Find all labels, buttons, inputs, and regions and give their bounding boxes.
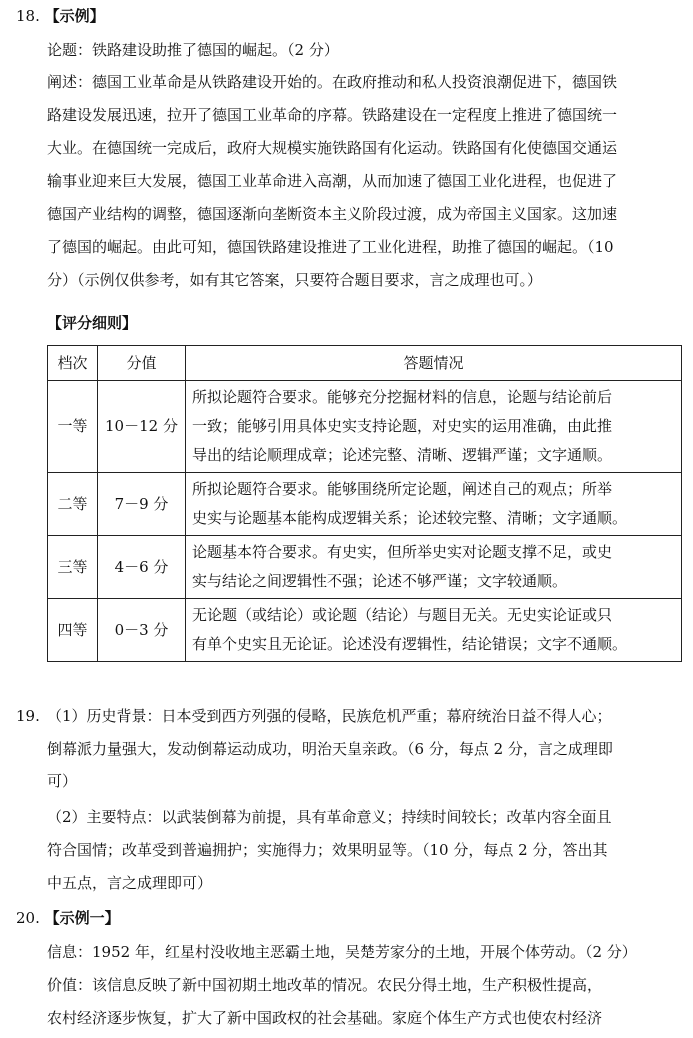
q18-line-6: 了德国的崛起。由此可知，德国铁路建设推进了工业化进程，助推了德国的崛起。（10: [47, 238, 614, 256]
q18-line-1: 阐述：德国工业革命是从铁路建设开始的。在政府推动和私人投资浪潮促进下，德国铁: [47, 73, 618, 91]
header-description: 答题情况: [186, 346, 682, 381]
q18-heading: [16, 6, 105, 26]
row-description: [186, 473, 682, 536]
q18-line-2: 路建设发展迅速，拉开了德国工业革命的序幕。铁路建设在一定程度上推进了德国统一: [47, 106, 618, 124]
row-description: [186, 536, 682, 599]
header-level: 档次: [48, 346, 98, 381]
q19-part2-line-2: 符合国情；改革受到普遍拥护；实施得力；效果明显等。（10 分，每点 2 分，答出其: [47, 841, 608, 859]
row-description-line: 无论题（或结论）或论题（结论）与题目无关。无史实论证或只: [192, 606, 613, 624]
q18-line-3: 大业。在德国统一完成后，政府大规模实施铁路国有化运动。铁路国有化使德国交通运: [47, 139, 618, 157]
q20-number: 20.: [16, 909, 40, 927]
table-header-row: [48, 346, 682, 381]
q20-heading: [16, 908, 120, 928]
q20-line-3: 农村经济逐步恢复，扩大了新中国政权的社会基础。家庭个体生产方式也使农村经济: [47, 1009, 603, 1027]
q19-part1-line-3: 可）: [47, 772, 78, 790]
table-row: [48, 381, 682, 473]
q19-part2-line-1: （2）主要特点：以武装倒幕为前提，具有革命意义；持续时间较长；改革内容全面且: [47, 808, 612, 826]
q18-line-7: 分）（示例仅供参考，如有其它答案，只要符合题目要求，言之成理也可。）: [47, 271, 543, 289]
header-score: 分值: [98, 346, 186, 381]
row-score: 7－9 分: [98, 473, 186, 536]
row-description-line: 导出的结论顺理成章；论述完整、清晰、逻辑严谨；文字通顺。: [192, 446, 613, 464]
rubric-title: 【评分细则】: [47, 314, 138, 332]
row-description-line: 有单个史实且无论证。论述没有逻辑性，结论错误；文字不通顺。: [192, 635, 628, 653]
row-score: 4－6 分: [98, 536, 186, 599]
row-score: 10－12 分: [98, 381, 186, 473]
row-level: 二等: [48, 473, 98, 536]
q20-line-2: 价值：该信息反映了新中国初期土地改革的情况。农民分得土地，生产积极性提高，: [47, 976, 603, 994]
row-description: [186, 381, 682, 473]
q18-tag: 【示例】: [44, 7, 105, 25]
q18-number: 18.: [16, 7, 40, 25]
q19-number: 19.: [16, 707, 40, 725]
row-level: 一等: [48, 381, 98, 473]
row-description-line: 史实与论题基本能构成逻辑关系；论述较完整、清晰；文字通顺。: [192, 509, 628, 527]
row-score: 0－3 分: [98, 599, 186, 662]
row-level: 三等: [48, 536, 98, 599]
q19-part1-line-1: （1）历史背景：日本受到西方列强的侵略，民族危机严重；幕府统治日益不得人心；: [47, 707, 612, 725]
table-row: [48, 536, 682, 599]
table-row: [48, 473, 682, 536]
row-description-line: 实与结论之间逻辑性不强；论述不够严谨；文字较通顺。: [192, 572, 568, 590]
q20-tag: 【示例一】: [44, 909, 120, 927]
q19-part1-line-2: 倒幕派力量强大，发动倒幕运动成功，明治天皇亲政。（6 分，每点 2 分，言之成理即: [47, 740, 613, 758]
rubric-table: [47, 345, 682, 662]
q19-part2-line-3: 中五点，言之成理即可）: [47, 874, 213, 892]
q20-line-1: 信息：1952 年，红星村没收地主恶霸土地，吴楚芳家分的土地，开展个体劳动。（2 分）: [47, 943, 637, 961]
table-row: [48, 599, 682, 662]
q18-line-4: 输事业迎来巨大发展，德国工业革命进入高潮，从而加速了德国工业化进程，也促进了: [47, 172, 618, 190]
q18-line-5: 德国产业结构的调整，德国逐渐向垄断资本主义阶段过渡，成为帝国主义国家。这加速: [47, 205, 618, 223]
row-description-line: 论题基本符合要求。有史实，但所举史实对论题支撑不足，或史: [192, 543, 613, 561]
row-description-line: 所拟论题符合要求。能够充分挖掘材料的信息，论题与结论前后: [192, 388, 613, 406]
q18-thesis: 论题：铁路建设助推了德国的崛起。（2 分）: [47, 41, 339, 59]
row-level: 四等: [48, 599, 98, 662]
row-description-line: 所拟论题符合要求。能够围绕所定论题，阐述自己的观点；所举: [192, 480, 613, 498]
row-description-line: 一致；能够引用具体史实支持论题，对史实的运用准确，由此推: [192, 417, 613, 435]
row-description: [186, 599, 682, 662]
